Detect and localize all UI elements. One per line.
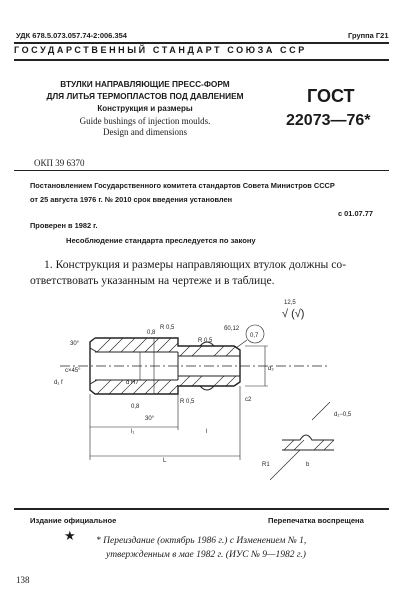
violation-note: Несоблюдение стандарта преследуется по закону bbox=[66, 236, 256, 245]
chamfer-label-1: 0,8 bbox=[147, 330, 156, 336]
chamfer-c2-label: с2 bbox=[245, 397, 252, 403]
d1-minus-label: d₁−0,5 bbox=[334, 412, 352, 418]
reprint-note-line1: * Переиздание (октябрь 1986 г.) с Изменением № 1, bbox=[96, 536, 307, 546]
decree-line2: от 25 августа 1976 г. № 2010 срок введения установлен bbox=[30, 195, 233, 204]
chamfer-c45-label: с×45° bbox=[65, 368, 81, 374]
okp-rule bbox=[14, 170, 389, 171]
l1-dimension-label: l₁ bbox=[131, 429, 135, 435]
angle-label-2: 30° bbox=[145, 416, 155, 422]
header-rule-top bbox=[14, 42, 389, 44]
standard-banner: ГОСУДАРСТВЕННЫЙ СТАНДАРТ СОЮЗА ССР bbox=[14, 45, 307, 55]
radius-label-1: R 0,5 bbox=[160, 325, 175, 331]
bore-diameter-label: d H7 bbox=[126, 380, 139, 386]
group-label: Группа Г21 bbox=[348, 31, 389, 40]
radius-label-3: R 0,5 bbox=[180, 399, 195, 405]
l-dimension-label: l bbox=[206, 429, 208, 435]
angle-label-1: 30° bbox=[70, 341, 80, 347]
page-number: 138 bbox=[16, 575, 30, 585]
bushing-drawing bbox=[0, 290, 407, 500]
reprint-forbidden: Перепечатка воспрещена bbox=[268, 516, 364, 525]
paragraph-1-line1: 1. Конструкция и размеры направляющих втулок должны со- bbox=[44, 258, 347, 271]
r1-label: R1 bbox=[262, 462, 270, 468]
roughness-value: 12,5 bbox=[284, 300, 296, 306]
checked-year: Проверен в 1982 г. bbox=[30, 221, 98, 230]
official-edition: Издание официальное bbox=[30, 516, 117, 525]
d2-label: d₂ bbox=[268, 366, 274, 372]
decree-line1: Постановлением Государственного комитета стандартов Совета Министров СССР bbox=[30, 181, 335, 190]
star-mark: ★ bbox=[64, 528, 76, 543]
udk-code: УДК 678.5.073.057.74-2:006.354 bbox=[16, 31, 127, 40]
decree-date: с 01.07.77 bbox=[338, 209, 373, 218]
gost-number: 22073—76* bbox=[286, 112, 371, 129]
radius-label-2: R 0,5 bbox=[198, 338, 213, 344]
total-length-label: L bbox=[163, 458, 167, 464]
title-ru-line1: ВТУЛКИ НАПРАВЛЯЮЩИЕ ПРЕСС-ФОРМ bbox=[60, 79, 230, 89]
runout-label: б0,12 bbox=[224, 326, 240, 332]
title-ru-line2: ДЛЯ ЛИТЬЯ ТЕРМОПЛАСТОВ ПОД ДАВЛЕНИЕМ bbox=[46, 91, 244, 101]
title-en-line1: Guide bushings of injection moulds. bbox=[79, 116, 211, 126]
footer-rule bbox=[14, 508, 389, 510]
title-en-line2: Design and dimensions bbox=[103, 127, 187, 137]
title-ru-subtitle: Конструкция и размеры bbox=[97, 104, 193, 113]
roughness-symbol: √ (√) bbox=[282, 308, 305, 320]
paragraph-1-line2: ответствовать указанным на чертеже и в таблице. bbox=[30, 274, 275, 287]
reprint-note-line2: утвержденным в мае 1982 г. (ИУС № 9—1982 г.) bbox=[106, 550, 306, 560]
header-rule-bottom bbox=[14, 59, 389, 61]
roughness-callout: 0,7 bbox=[250, 333, 259, 339]
okp-code: ОКП 39 6370 bbox=[34, 158, 85, 168]
gost-label: ГОСТ bbox=[307, 86, 355, 106]
chamfer-label-2: 0,8 bbox=[131, 404, 140, 410]
outer-diameter-label: d₁ f bbox=[54, 380, 63, 386]
b-label: b bbox=[306, 462, 310, 468]
